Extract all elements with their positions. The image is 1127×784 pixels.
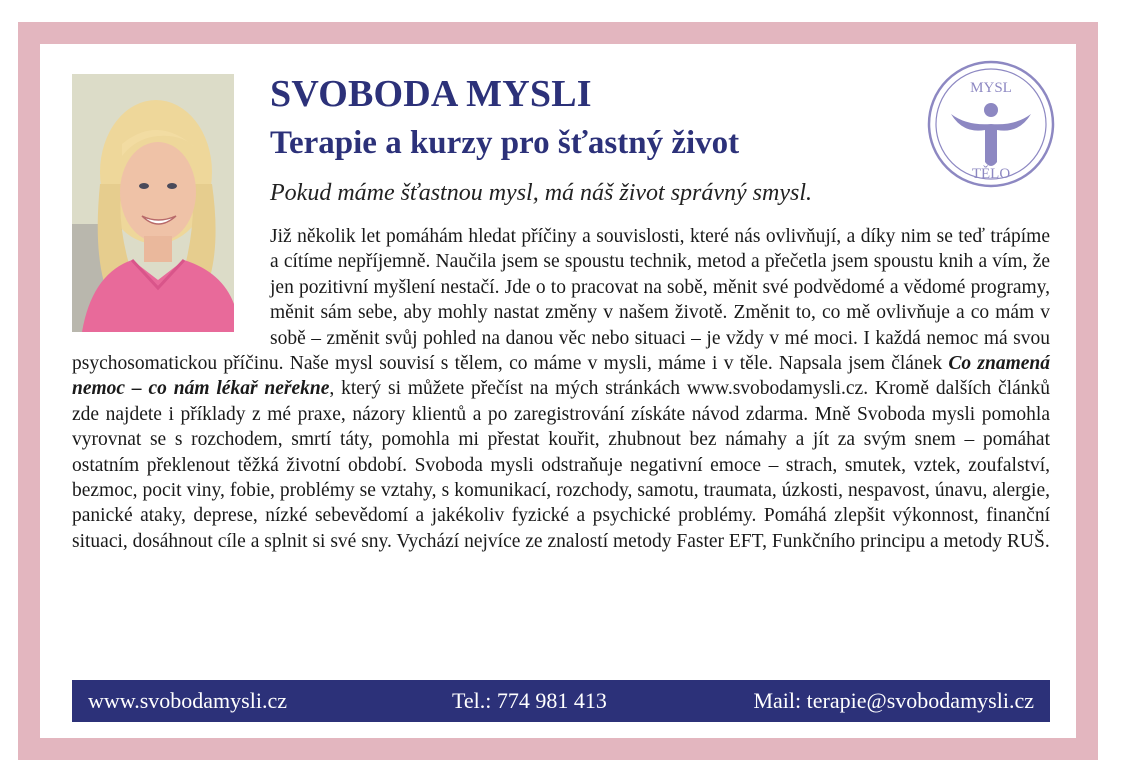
body-text <box>72 224 1050 554</box>
page-title: SVOBODA MYSLI <box>270 73 592 115</box>
logo-top-text: MYSL <box>970 80 1012 96</box>
footer-email[interactable]: Mail: terapie@svobodamysli.cz <box>753 688 1034 713</box>
logo-bottom-text: TĚLO <box>971 166 1011 182</box>
body-text-part2: , který si můžete přečíst na mých stránkách www.svobodamysli.cz. Kromě dalších článků zde najdete i příklady z mé praxe, názory klientů a po zaregistrování získáte návod zdarma. Mně Svoboda mysli pomohla vyrovnat se s rozchodem, smrtí táty, pomohla mi přestat kouřit, zhubnout bez námahy a jít za svým snem – pomáhat ostatním překlenout těžká životní období. Svoboda mysli odstraňuje negativní emoce – strach, smutek, vztek, zoufalství, bezmoc, pocit viny, fobie, problémy se vztahy, s komunikací, rozchody, samotu, traumata, úzkosti, nespavost, únavu, alergie, panické ataky, deprese, nízké sebevědomí a jakékoliv fyzické a psychické problémy. Pomáhá zlepšit výkonnost, finanční situaci, dosáhnout cíle a splnit si své sny. Vychází nejvíce ze znalostí metody Faster EFT, Funkčního principu a metody RUŠ. <box>72 378 1050 552</box>
footer-phone[interactable]: Tel.: 774 981 413 <box>452 688 607 713</box>
footer-bar <box>72 680 1050 722</box>
page-subtitle: Terapie a kurzy pro šťastný život <box>270 125 740 161</box>
photo-wrap-space <box>72 224 270 351</box>
footer-website[interactable]: www.svobodamysli.cz <box>88 688 287 713</box>
article-title: Co znamená nemoc – co nám lékař neřekne <box>72 353 1050 400</box>
motto: Pokud máme šťastnou mysl, má náš život správný smysl. <box>270 180 813 206</box>
mysl-telo-logo <box>925 58 1057 190</box>
body-text-part1: Již několik let pomáhám hledat příčiny a souvislosti, které nás ovlivňují, a díky nim se teď trápíme a cítíme nepříjemně. Naučila jsem se spoustu technik, metod a přečetla jsem spoustu knih a vím, že jen pozitivní myšlení nestačí. Jde o to pracovat na sobě, měnit své podvědomé a vědomé programy, měnit sám sebe, aby mohly nastat změny v našem životě. Změnit to, co mě ovlivňuje a co mám v sobě – změnit svůj pohled na danou věc nebo situaci – je vždy v mé moci. I každá nemoc má svou psychosomatickou příčinu. Naše mysl souvisí s tělem, co máme v mysli, máme i v těle. Napsala jsem článek <box>72 226 1050 375</box>
logo-head-icon <box>984 103 998 117</box>
